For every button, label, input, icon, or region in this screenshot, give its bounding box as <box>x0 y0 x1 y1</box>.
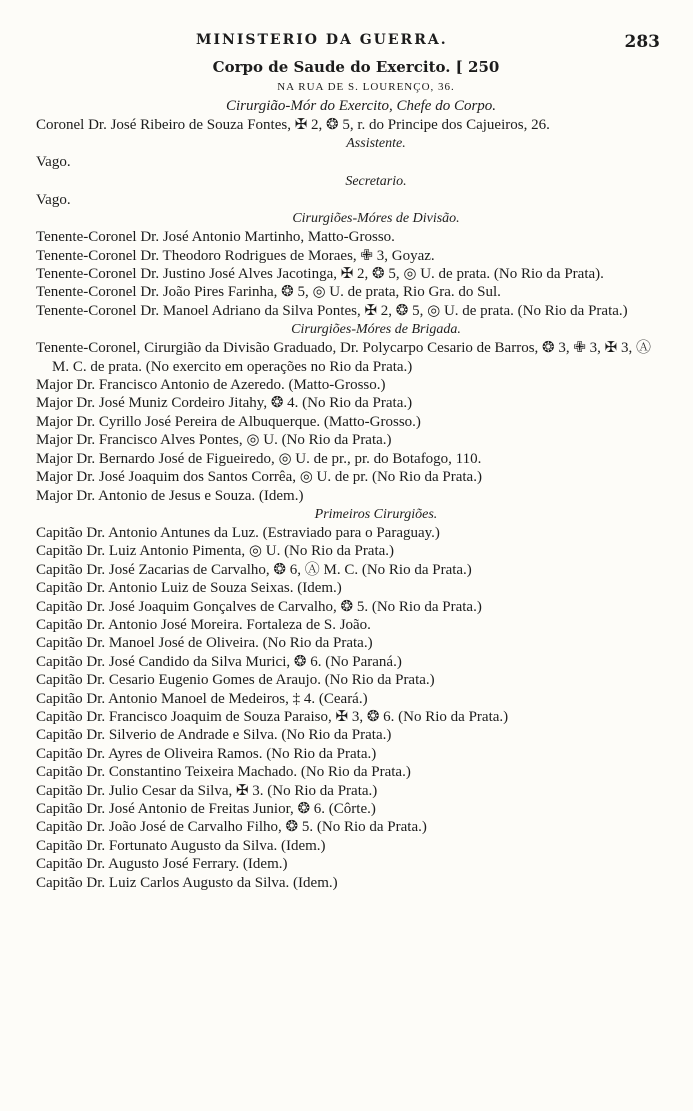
list-item: Capitão Dr. Antonio José Moreira. Fortaleza de S. João. <box>36 616 371 633</box>
list-item: Capitão Dr. Julio Cesar da Silva, ✠ 3. (No Rio da Prata.) <box>36 782 378 799</box>
list-item: Capitão Dr. Augusto José Ferrary. (Idem.) <box>36 856 288 873</box>
running-title: MINISTERIO DA GUERRA. <box>196 32 448 48</box>
list-item: Tenente-Coronel Dr. Theodoro Rodrigues de Moraes, ✙ 3, Goyaz. <box>36 247 435 264</box>
secretary-value: Vago. <box>36 191 71 208</box>
assistant-heading: Assistente. <box>346 136 406 152</box>
list-item: Major Dr. José Muniz Cordeiro Jitahy, ❂ 4. (No Rio da Prata.) <box>36 395 413 412</box>
page-header <box>36 30 660 56</box>
first-surgeons-heading: Primeiros Cirurgiões. <box>314 506 438 522</box>
list-item: Major Dr. Cyrillo José Pereira de Albuquerque. (Matto-Grosso.) <box>36 413 421 430</box>
corps-address: NA RUA DE S. LOURENÇO, 36. <box>277 81 455 93</box>
list-item: Capitão Dr. José Zacarias de Carvalho, ❂ 6, Ⓐ M. C. (No Rio da Prata.) <box>36 561 472 578</box>
list-item: Capitão Dr. Luiz Antonio Pimenta, ◎ U. (No Rio da Prata.) <box>36 543 395 560</box>
list-item: Capitão Dr. Manoel José de Oliveira. (No Rio da Prata.) <box>36 635 373 652</box>
list-item: Tenente-Coronel, Cirurgião da Divisão Graduado, Dr. Polycarpo Cesario de Barros, ❂ 3, ✙ 3, ✠ 3, Ⓐ M. C. de prata. (No exercito em operações no Rio da Prata.) <box>36 340 652 375</box>
list-item: Tenente-Coronel Dr. José Antonio Martinho, Matto-Grosso. <box>36 229 395 246</box>
list-item: Tenente-Coronel Dr. Justino José Alves Jacotinga, ✠ 2, ❂ 5, ◎ U. de prata. (No Rio da Prata). <box>36 266 604 283</box>
list-item: Capitão Dr. Francisco Joaquim de Souza Paraiso, ✠ 3, ❂ 6. (No Rio da Prata.) <box>36 708 509 725</box>
list-item: Capitão Dr. José Candido da Silva Murici, ❂ 6. (No Paraná.) <box>36 653 402 670</box>
list-item: Major Dr. Francisco Antonio de Azeredo. (Matto-Grosso.) <box>36 377 386 394</box>
list-item: Capitão Dr. Ayres de Oliveira Ramos. (No Rio da Prata.) <box>36 745 377 762</box>
division-heading: Cirurgiões-Móres de Divisão. <box>292 211 460 227</box>
list-item: Capitão Dr. Constantino Teixeira Machado. (No Rio da Prata.) <box>36 764 411 781</box>
list-item: Capitão Dr. José Joaquim Gonçalves de Carvalho, ❂ 5. (No Rio da Prata.) <box>36 598 482 615</box>
list-item: Capitão Dr. Fortunato Augusto da Silva. (Idem.) <box>36 837 326 854</box>
brigade-heading: Cirurgiões-Móres de Brigada. <box>291 322 461 338</box>
document-page <box>36 30 660 892</box>
list-item: Capitão Dr. José Antonio de Freitas Junior, ❂ 6. (Côrte.) <box>36 801 376 817</box>
list-item: Major Dr. Antonio de Jesus e Souza. (Idem.) <box>36 487 304 504</box>
list-item: Capitão Dr. Luiz Carlos Augusto da Silva. (Idem.) <box>36 874 338 891</box>
assistant-value: Vago. <box>36 154 71 171</box>
corps-title: Corpo de Saude do Exercito. [ 250 <box>212 58 500 76</box>
list-item: Major Dr. Bernardo José de Figueiredo, ◎ U. de pr., pr. do Botafogo, 110. <box>36 450 482 467</box>
chief-entry: Coronel Dr. José Ribeiro de Souza Fontes, ✠ 2, ❂ 5, r. do Principe dos Cajueiros, 26. <box>36 117 550 133</box>
list-item: Capitão Dr. João José de Carvalho Filho, ❂ 5. (No Rio da Prata.) <box>36 819 427 836</box>
list-item: Capitão Dr. Antonio Luiz de Souza Seixas. (Idem.) <box>36 580 342 597</box>
list-item: Major Dr. Francisco Alves Pontes, ◎ U. (No Rio da Prata.) <box>36 432 392 449</box>
list-item: Tenente-Coronel Dr. João Pires Farinha, ❂ 5, ◎ U. de prata, Rio Gra. do Sul. <box>36 284 501 301</box>
list-item: Tenente-Coronel Dr. Manoel Adriano da Silva Pontes, ✠ 2, ❂ 5, ◎ U. de prata. (No Rio da Prata.) <box>36 302 628 319</box>
page-number: 283 <box>624 32 660 52</box>
list-item: Capitão Dr. Antonio Manoel de Medeiros, ‡ 4. (Ceará.) <box>36 690 368 707</box>
chief-heading: Cirurgião-Mór do Exercito, Chefe do Corpo. <box>225 98 497 114</box>
list-item: Capitão Dr. Cesario Eugenio Gomes de Araujo. (No Rio da Prata.) <box>36 672 435 689</box>
list-item: Major Dr. José Joaquim dos Santos Corrêa, ◎ U. de pr. (No Rio da Prata.) <box>36 469 482 486</box>
list-item: Capitão Dr. Antonio Antunes da Luz. (Estraviado para o Paraguay.) <box>36 524 440 541</box>
list-item: Capitão Dr. Silverio de Andrade e Silva. (No Rio da Prata.) <box>36 727 392 744</box>
secretary-heading: Secretario. <box>345 173 407 189</box>
